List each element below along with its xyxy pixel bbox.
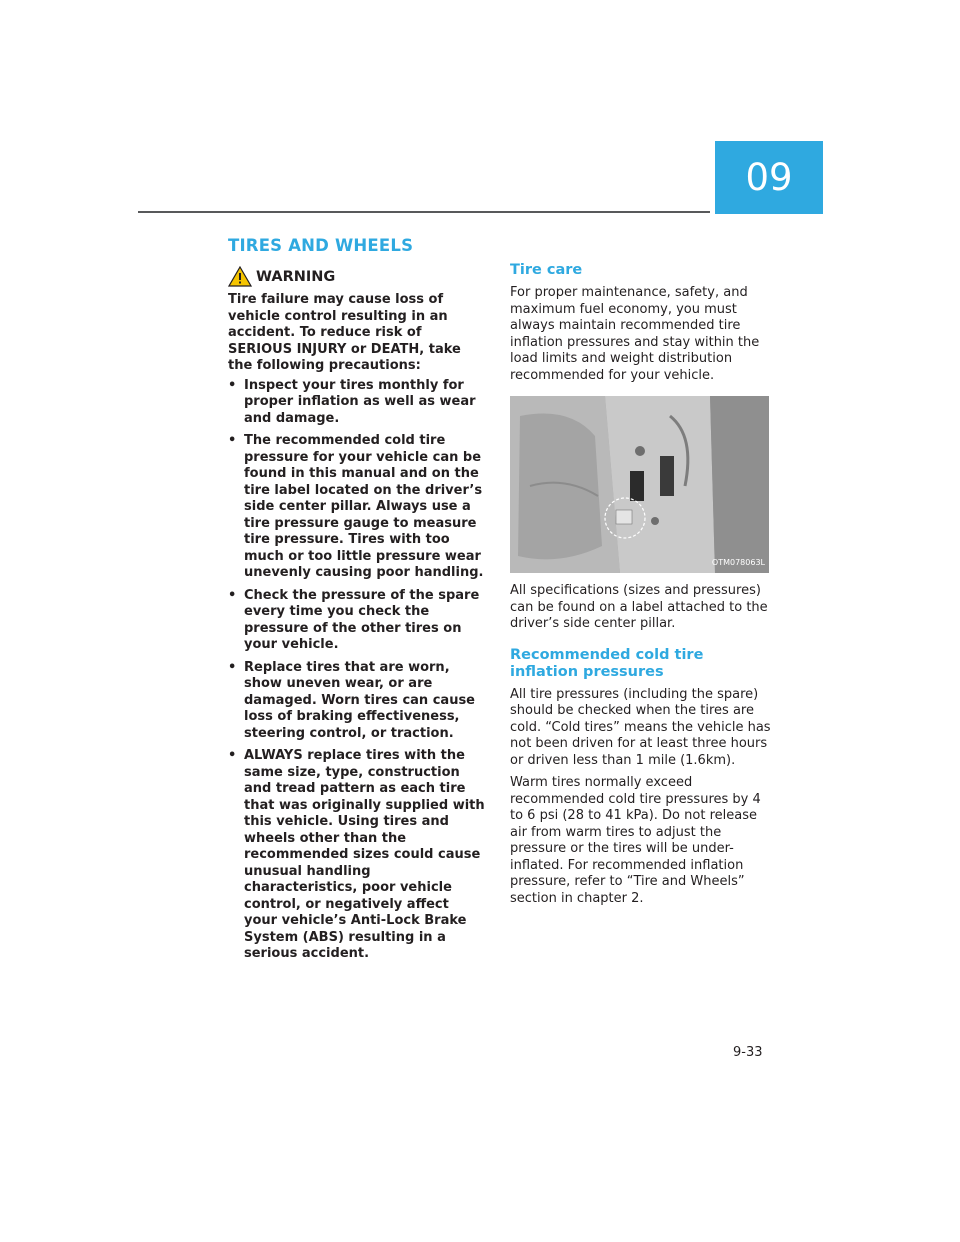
warning-bullet bbox=[228, 588, 486, 654]
section-title: TIRES AND WHEELS bbox=[228, 236, 414, 255]
warning-header bbox=[228, 266, 335, 287]
bullet-icon: • bbox=[228, 433, 237, 448]
figure-code: OTM078063L bbox=[711, 557, 765, 567]
warning-intro: Tire failure may cause loss of vehicle control resulting in an accident. To reduce risk of SERIOUS INJURY or DEATH, take the following precautions: bbox=[228, 292, 461, 373]
cold-pressure-para-2: Warm tires normally exceed recommended cold tire pressures by 4 to 6 psi (28 to 41 kPa). Do not release air from warm tires to adjust the pressure or the tires will be under-inflated. For recommended inflation pressure, refer to “Tire and Wheels” section in chapter 2. bbox=[510, 775, 761, 906]
bullet-icon: • bbox=[228, 659, 237, 675]
chapter-tab bbox=[715, 141, 823, 214]
warning-bullet-text: Replace tires that are worn, show uneven wear, or are damaged. Worn tires can cause loss of braking effectiveness, steering control, or traction. bbox=[244, 659, 475, 741]
tire-care-body: For proper maintenance, safety, and maximum fuel economy, you must always maintain recommended tire inflation pressures and stay within the load limits and weight distribution recommended for your vehicle. bbox=[510, 285, 760, 383]
door-pillar-illustration bbox=[510, 396, 769, 573]
warning-bullet bbox=[228, 660, 486, 743]
cold-pressure-para-1: All tire pressures (including the spare) should be checked when the tires are cold. “Cold tires” means the vehicle has not been driven for at least three hours or driven less than 1 mile (1.6km). bbox=[510, 686, 771, 768]
right-column bbox=[510, 262, 772, 913]
cold-pressure-heading: Recommended cold tire inflation pressures bbox=[510, 646, 704, 680]
bullet-icon: • bbox=[228, 587, 237, 603]
warning-body bbox=[228, 292, 486, 969]
page-number: 9-33 bbox=[733, 1045, 763, 1060]
warning-label: WARNING bbox=[256, 268, 336, 285]
warning-list bbox=[228, 378, 486, 963]
warning-bullet-text: The recommended cold tire pressure for your vehicle can be found in this manual and on the tire label located on the driver’s side center pillar. Always use a tire pressure gauge to measure tire pressure. Tires with too much or too little pressure wear unevenly causing poor handling. bbox=[244, 433, 484, 580]
figure-caption: All specifications (sizes and pressures) can be found on a label attached to the driver’s side center pillar. bbox=[510, 583, 768, 631]
warning-bullet bbox=[228, 433, 486, 582]
tire-care-heading: Tire care bbox=[510, 262, 583, 278]
chapter-number: 09 bbox=[745, 156, 793, 199]
tire-label-figure bbox=[510, 396, 769, 573]
bullet-icon: • bbox=[228, 377, 237, 393]
warning-triangle-icon bbox=[228, 266, 252, 287]
warning-bullet-text: ALWAYS replace tires with the same size, type, construction and tread pattern as each tire that was originally supplied with this vehicle. Using tires and wheels other than the recommended sizes could cause unusual handling characteristics, poor vehicle control, or negatively affect your vehicle’s Anti-Lock Brake System (ABS) resulting in a serious accident. bbox=[244, 748, 485, 961]
warning-bullet bbox=[228, 378, 486, 428]
warning-bullet bbox=[228, 748, 486, 963]
header-rule bbox=[138, 211, 710, 213]
warning-bullet-text: Inspect your tires monthly for proper inflation as well as wear and damage. bbox=[244, 377, 476, 426]
warning-bullet-text: Check the pressure of the spare every time you check the pressure of the other tires on your vehicle. bbox=[244, 587, 480, 652]
bullet-icon: • bbox=[228, 748, 237, 763]
